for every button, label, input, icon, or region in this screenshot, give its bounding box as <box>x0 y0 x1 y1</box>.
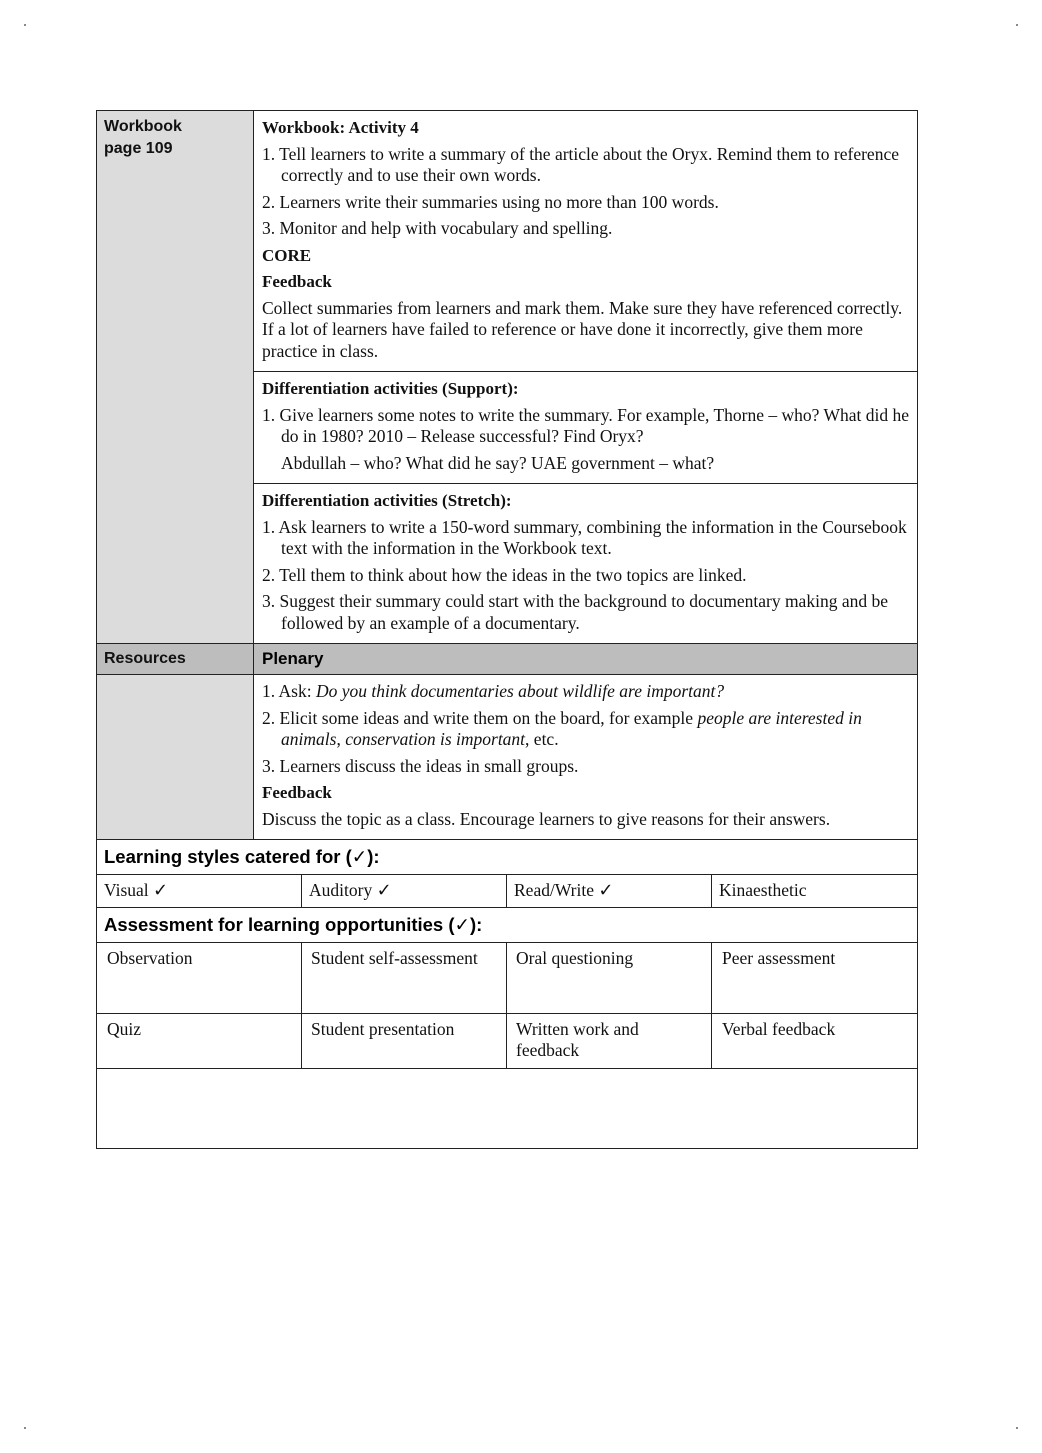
crop-mark <box>24 1427 26 1429</box>
workbook-activity-title: Workbook: Activity 4 <box>262 118 419 137</box>
crop-mark <box>24 24 26 26</box>
core-label: CORE <box>262 245 312 265</box>
stretch-step: 1. Ask learners to write a 150-word summary, combining the information in the Coursebook text with the information in the Workbook text. <box>262 516 907 558</box>
workbook-content <box>254 111 917 643</box>
learning-style-readwrite: Read/Write ✓ <box>507 875 712 907</box>
support-step: 1. Give learners some notes to write the summary. For example, Thorne – who? What did he do in 1980? 2010 – Release successful? Find Oryx? <box>262 404 910 446</box>
check-icon: ✓ <box>376 880 392 901</box>
stretch-block <box>254 484 917 643</box>
check-icon: ✓ <box>598 880 614 901</box>
assessment-cell: Student presentation <box>302 1014 507 1068</box>
assessment-cell: Oral questioning <box>507 943 712 1013</box>
workbook-page-label: page 109 <box>104 140 173 157</box>
stretch-title: Differentiation activities (Stretch): <box>262 491 512 510</box>
plenary-step: 2. Elicit some ideas and write them on the board, for example people are interested in animals, conservation is important, etc. <box>262 707 862 749</box>
workbook-row <box>97 111 917 644</box>
check-icon: ✓ <box>153 880 169 901</box>
resources-side-cell <box>97 644 254 839</box>
learning-style-visual: Visual ✓ <box>97 875 302 907</box>
assessment-row <box>97 943 917 1014</box>
plenary-content <box>254 644 917 839</box>
assessment-heading: Assessment for learning opportunities (✓): <box>97 908 917 943</box>
workbook-step: 3. Monitor and help with vocabulary and spelling. <box>262 218 613 238</box>
assessment-cell: Peer assessment <box>722 948 836 968</box>
support-title: Differentiation activities (Support): <box>262 379 519 398</box>
crop-mark <box>1016 24 1018 26</box>
workbook-label: Workbook <box>104 118 182 135</box>
workbook-step: 1. Tell learners to write a summary of the article about the Oryx. Remind them to reference correctly and to use their own words. <box>262 143 899 185</box>
workbook-side-cell <box>97 111 254 643</box>
plenary-title: Plenary <box>254 644 917 675</box>
learning-style-kinaesthetic: Kinaesthetic <box>719 880 807 900</box>
plenary-feedback-label: Feedback <box>262 783 332 802</box>
assessment-cell: Quiz <box>97 1014 302 1068</box>
assessment-cell: Verbal feedback <box>722 1019 836 1039</box>
learning-styles-heading: Learning styles catered for (✓): <box>97 840 917 875</box>
plenary-step: 1. Ask: Do you think documentaries about wildlife are important? <box>262 681 725 701</box>
stretch-step: 3. Suggest their summary could start with the background to documentary making and be followed by an example of a documentary. <box>262 591 888 633</box>
plenary-block <box>254 675 917 839</box>
stretch-step: 2. Tell them to think about how the ideas in the two topics are linked. <box>262 564 747 585</box>
support-block <box>254 372 917 484</box>
workbook-step: 2. Learners write their summaries using no more than 100 words. <box>262 191 719 212</box>
plenary-feedback-text: Discuss the topic as a class. Encourage learners to give reasons for their answers. <box>262 808 831 829</box>
assessment-row <box>97 1014 917 1069</box>
workbook-activity-block <box>254 111 917 372</box>
notes-area <box>97 1069 917 1148</box>
resources-label: Resources <box>104 650 186 667</box>
feedback-text: Collect summaries from learners and mark them. Make sure they have referenced correctly. If a lot of learners have failed to reference or have done it incorrectly, give them more practice in class. <box>262 297 903 361</box>
learning-style-auditory: Auditory ✓ <box>302 875 507 907</box>
feedback-label: Feedback <box>262 272 332 291</box>
crop-mark <box>1016 1427 1018 1429</box>
learning-styles-row <box>97 875 917 908</box>
assessment-cell: Student self-assessment <box>302 943 507 1013</box>
assessment-cell: Written work and feedback <box>507 1014 712 1068</box>
support-step-continued: Abdullah – who? What did he say? UAE government – what? <box>281 452 715 473</box>
lesson-plan-table <box>96 110 918 1149</box>
plenary-step: 3. Learners discuss the ideas in small groups. <box>262 755 579 776</box>
assessment-cell: Observation <box>97 943 302 1013</box>
plenary-row <box>97 644 917 840</box>
